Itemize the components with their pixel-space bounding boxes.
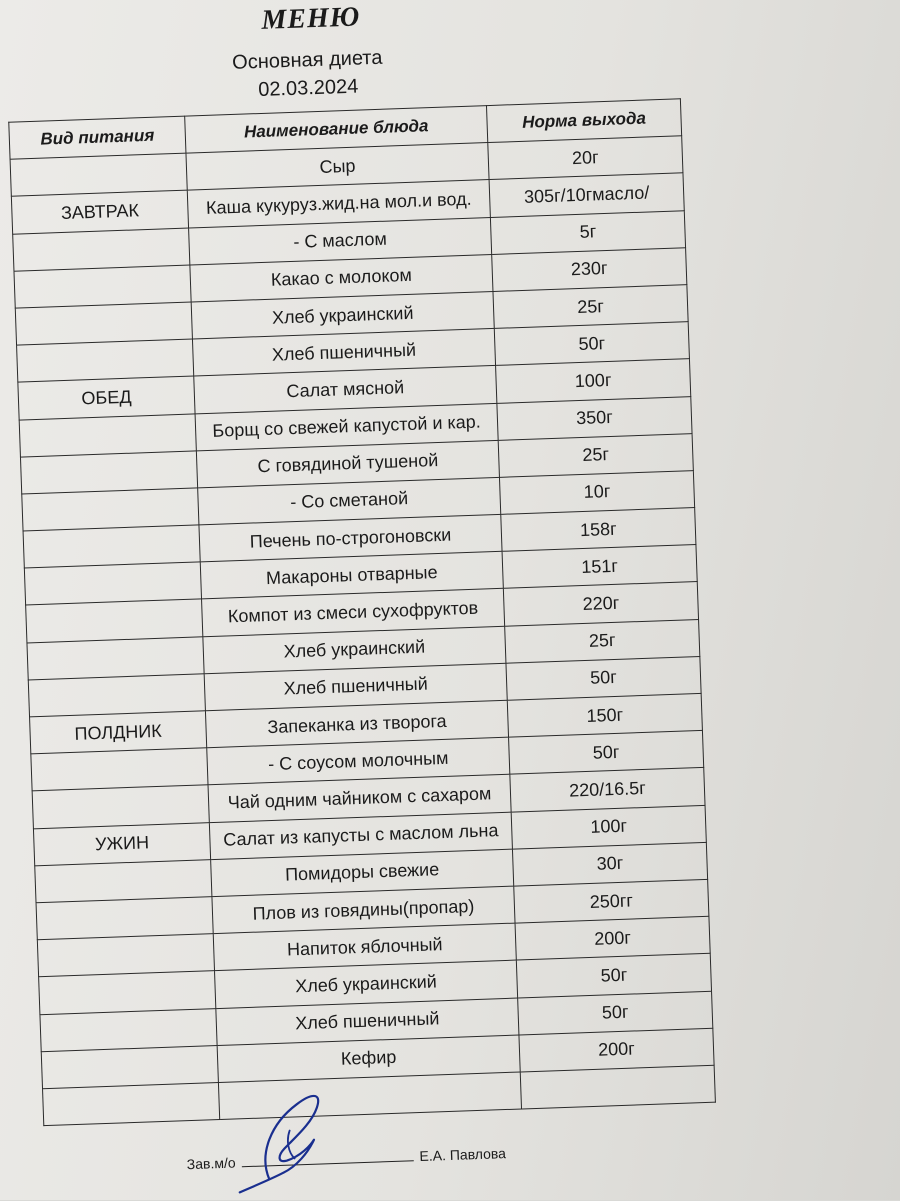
dish-name-cell: Чай одним чайником с сахаром	[208, 775, 511, 823]
portion-cell: 50г	[506, 656, 701, 700]
meal-type-cell	[43, 1082, 220, 1125]
dish-name-cell: Салат из капусты с маслом льна	[209, 812, 512, 860]
meal-type-cell	[39, 971, 216, 1014]
dish-name-cell: Плов из говядины(пропар)	[212, 886, 515, 934]
portion-cell: 100г	[511, 805, 706, 849]
header-dish-name: Наименование блюда	[185, 106, 488, 154]
portion-cell: 20г	[488, 136, 683, 180]
dish-name-cell: Печень по-строгоновски	[199, 514, 502, 562]
portion-cell: 30г	[512, 842, 707, 886]
signer-name: Е.А. Павлова	[419, 1145, 507, 1165]
portion-cell: 10г	[499, 470, 694, 514]
menu-table	[8, 98, 716, 1126]
position-label: Зав.м/о	[186, 1154, 236, 1173]
menu-table-body	[10, 136, 715, 1126]
portion-cell: 50г	[494, 322, 689, 366]
meal-type-cell	[10, 153, 187, 196]
meal-type-cell	[31, 748, 208, 791]
portion-cell: 50г	[518, 991, 713, 1035]
portion-cell: 151г	[502, 545, 697, 589]
dish-name-cell: Макароны отварные	[200, 552, 503, 600]
meal-type-cell	[40, 1008, 217, 1051]
portion-cell: 158г	[501, 508, 696, 552]
portion-cell: 305г/10гмасло/	[489, 173, 684, 217]
meal-type-cell	[15, 302, 192, 345]
header-meal-type: Вид питания	[9, 116, 186, 159]
dish-name-cell: - Со сметаной	[198, 477, 501, 525]
document-title: МЕНЮ	[260, 1, 361, 36]
portion-cell: 5г	[490, 210, 685, 254]
dish-name-cell: Помидоры свежие	[211, 849, 514, 897]
meal-type-cell: ЗАВТРАК	[11, 190, 188, 233]
portion-cell: 220/16.5г	[510, 768, 705, 812]
meal-type-cell	[23, 525, 200, 568]
dish-name-cell: - С соусом молочным	[207, 737, 510, 785]
dish-name-cell: Хлеб украинский	[203, 626, 506, 674]
meal-type-cell	[32, 785, 209, 828]
handwritten-signature	[226, 1081, 350, 1195]
meal-type-cell	[17, 339, 194, 382]
menu-date: 02.03.2024	[257, 75, 359, 102]
dish-name-cell: - С маслом	[189, 217, 492, 265]
meal-type-cell	[13, 228, 190, 271]
meal-type-cell	[27, 636, 204, 679]
diet-name: Основная диета	[231, 46, 383, 74]
meal-type-cell	[24, 562, 201, 605]
portion-cell: 350г	[497, 396, 692, 440]
meal-type-cell: ПОЛДНИК	[30, 711, 207, 754]
portion-cell: 25г	[493, 285, 688, 329]
portion-cell: 100г	[496, 359, 691, 403]
portion-cell: 200г	[519, 1028, 714, 1072]
meal-type-cell	[14, 265, 191, 308]
portion-cell: 200г	[515, 916, 710, 960]
portion-cell: 220г	[503, 582, 698, 626]
meal-type-cell	[41, 1045, 218, 1088]
dish-name-cell: Напиток яблочный	[213, 923, 516, 971]
portion-cell: 230г	[492, 247, 687, 291]
meal-type-cell	[37, 934, 214, 977]
dish-name-cell: Сыр	[186, 143, 489, 191]
dish-name-cell: Салат мясной	[194, 366, 497, 414]
meal-type-cell	[26, 599, 203, 642]
dish-name-cell: Какао с молоком	[190, 254, 493, 302]
meal-type-cell	[20, 451, 197, 494]
dish-name-cell: Хлеб украинский	[215, 960, 518, 1008]
portion-cell: 250гг	[514, 879, 709, 923]
dish-name-cell: Каша кукуруз.жид.на мол.и вод.	[187, 180, 490, 228]
meal-type-cell: УЖИН	[33, 822, 210, 865]
portion-cell: 25г	[505, 619, 700, 663]
dish-name-cell: Компот из смеси сухофруктов	[202, 589, 505, 637]
dish-name-cell: Хлеб пшеничный	[192, 329, 495, 377]
portion-cell: 25г	[498, 433, 693, 477]
dish-name-cell: Запеканка из творога	[205, 700, 508, 748]
dish-name-cell: Борщ со свежей капустой и кар.	[195, 403, 498, 451]
dish-name-cell: Кефир	[217, 1035, 520, 1083]
header-portion: Норма выхода	[486, 99, 681, 143]
meal-type-cell	[35, 859, 212, 902]
meal-type-cell: ОБЕД	[18, 376, 195, 419]
meal-type-cell	[22, 488, 199, 531]
portion-cell: 50г	[509, 731, 704, 775]
meal-type-cell	[19, 413, 196, 456]
meal-type-cell	[28, 674, 205, 717]
portion-cell: 50г	[516, 954, 711, 998]
dish-name-cell: С говядиной тушеной	[196, 440, 499, 488]
dish-name-cell: Хлеб украинский	[191, 291, 494, 339]
meal-type-cell	[36, 897, 213, 940]
portion-cell: 150г	[507, 693, 702, 737]
dish-name-cell: Хлеб пшеничный	[204, 663, 507, 711]
portion-cell	[520, 1065, 715, 1109]
dish-name-cell: Хлеб пшеничный	[216, 998, 519, 1046]
